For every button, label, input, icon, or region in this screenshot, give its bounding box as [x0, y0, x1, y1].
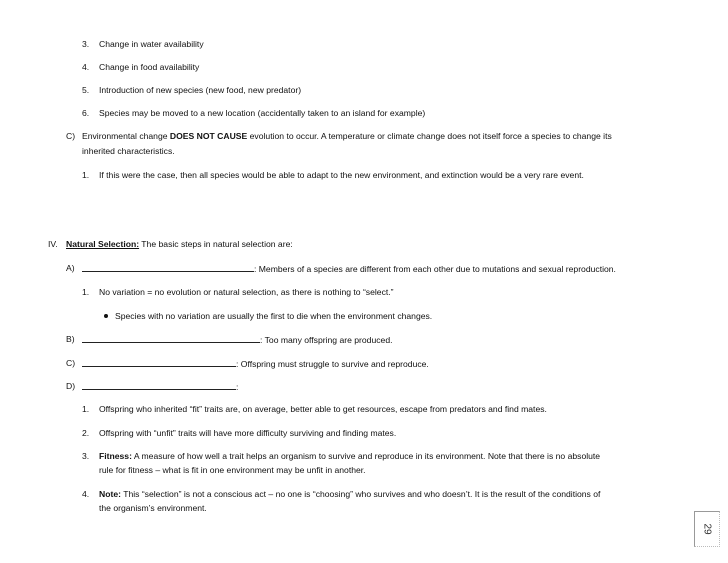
fill-in-blank-d[interactable]	[82, 381, 236, 390]
list-item-3: 3. Change in water availability	[82, 39, 204, 49]
bullet-icon	[104, 314, 108, 318]
point-c-line2: inherited characteristics.	[82, 146, 175, 156]
list-item-5: 5. Introduction of new species (new food, new predator)	[82, 85, 302, 95]
step-d-item-1: 1. Offspring who inherited “fit” traits are, on average, better able to get resources, escape from predators and find mates.	[82, 404, 547, 414]
page-number: 29	[701, 523, 713, 535]
step-d-item-2: 2. Offspring with “unfit” traits will have more difficulty surviving and finding mates.	[82, 428, 397, 438]
section-heading-natural-selection: IV. Natural Selection: The basic steps in natural selection are:	[48, 239, 293, 249]
point-c-environmental-change: C) Environmental change DOES NOT CAUSE evolution to occur. A temperature or climate change does not itself force a species to change its	[66, 131, 612, 141]
list-item-4: 4. Change in food availability	[82, 62, 200, 72]
step-a-sub-item-1: 1. No variation = no evolution or natural selection, as there is nothing to “select.”	[82, 287, 394, 297]
step-a: A) : Members of a species are different from each other due to mutations and sexual reproduction.	[66, 263, 616, 274]
step-d-item-4-line2: the organism’s environment.	[99, 503, 207, 513]
step-d-item-4: 4. Note: This “selection” is not a conscious act – no one is “choosing” who survives and who doesn’t. It is the result of the conditions of	[82, 489, 601, 499]
step-c: C) : Offspring must struggle to survive and reproduce.	[66, 358, 429, 369]
page-number-tab	[694, 511, 720, 547]
fill-in-blank-c[interactable]	[82, 358, 236, 367]
point-c-sub-item-1: 1. If this were the case, then all species would be able to adapt to the new environment, and extinction would be a very rare event.	[82, 170, 584, 180]
step-d-item-3: 3. Fitness: A measure of how well a trait helps an organism to survive and reproduce in its environment. Note that there is no absolute	[82, 451, 601, 461]
step-b: B) : Too many offspring are produced.	[66, 334, 393, 345]
fill-in-blank-b[interactable]	[82, 334, 260, 343]
fill-in-blank-a[interactable]	[82, 263, 254, 272]
step-a-bullet: Species with no variation are usually the first to die when the environment changes.	[115, 311, 433, 321]
step-d: D) :	[66, 381, 239, 392]
step-d-item-3-line2: rule for fitness – what is fit in one environment may be unfit in another.	[99, 465, 366, 475]
list-item-6: 6. Species may be moved to a new location (accidentally taken to an island for example)	[82, 108, 426, 118]
